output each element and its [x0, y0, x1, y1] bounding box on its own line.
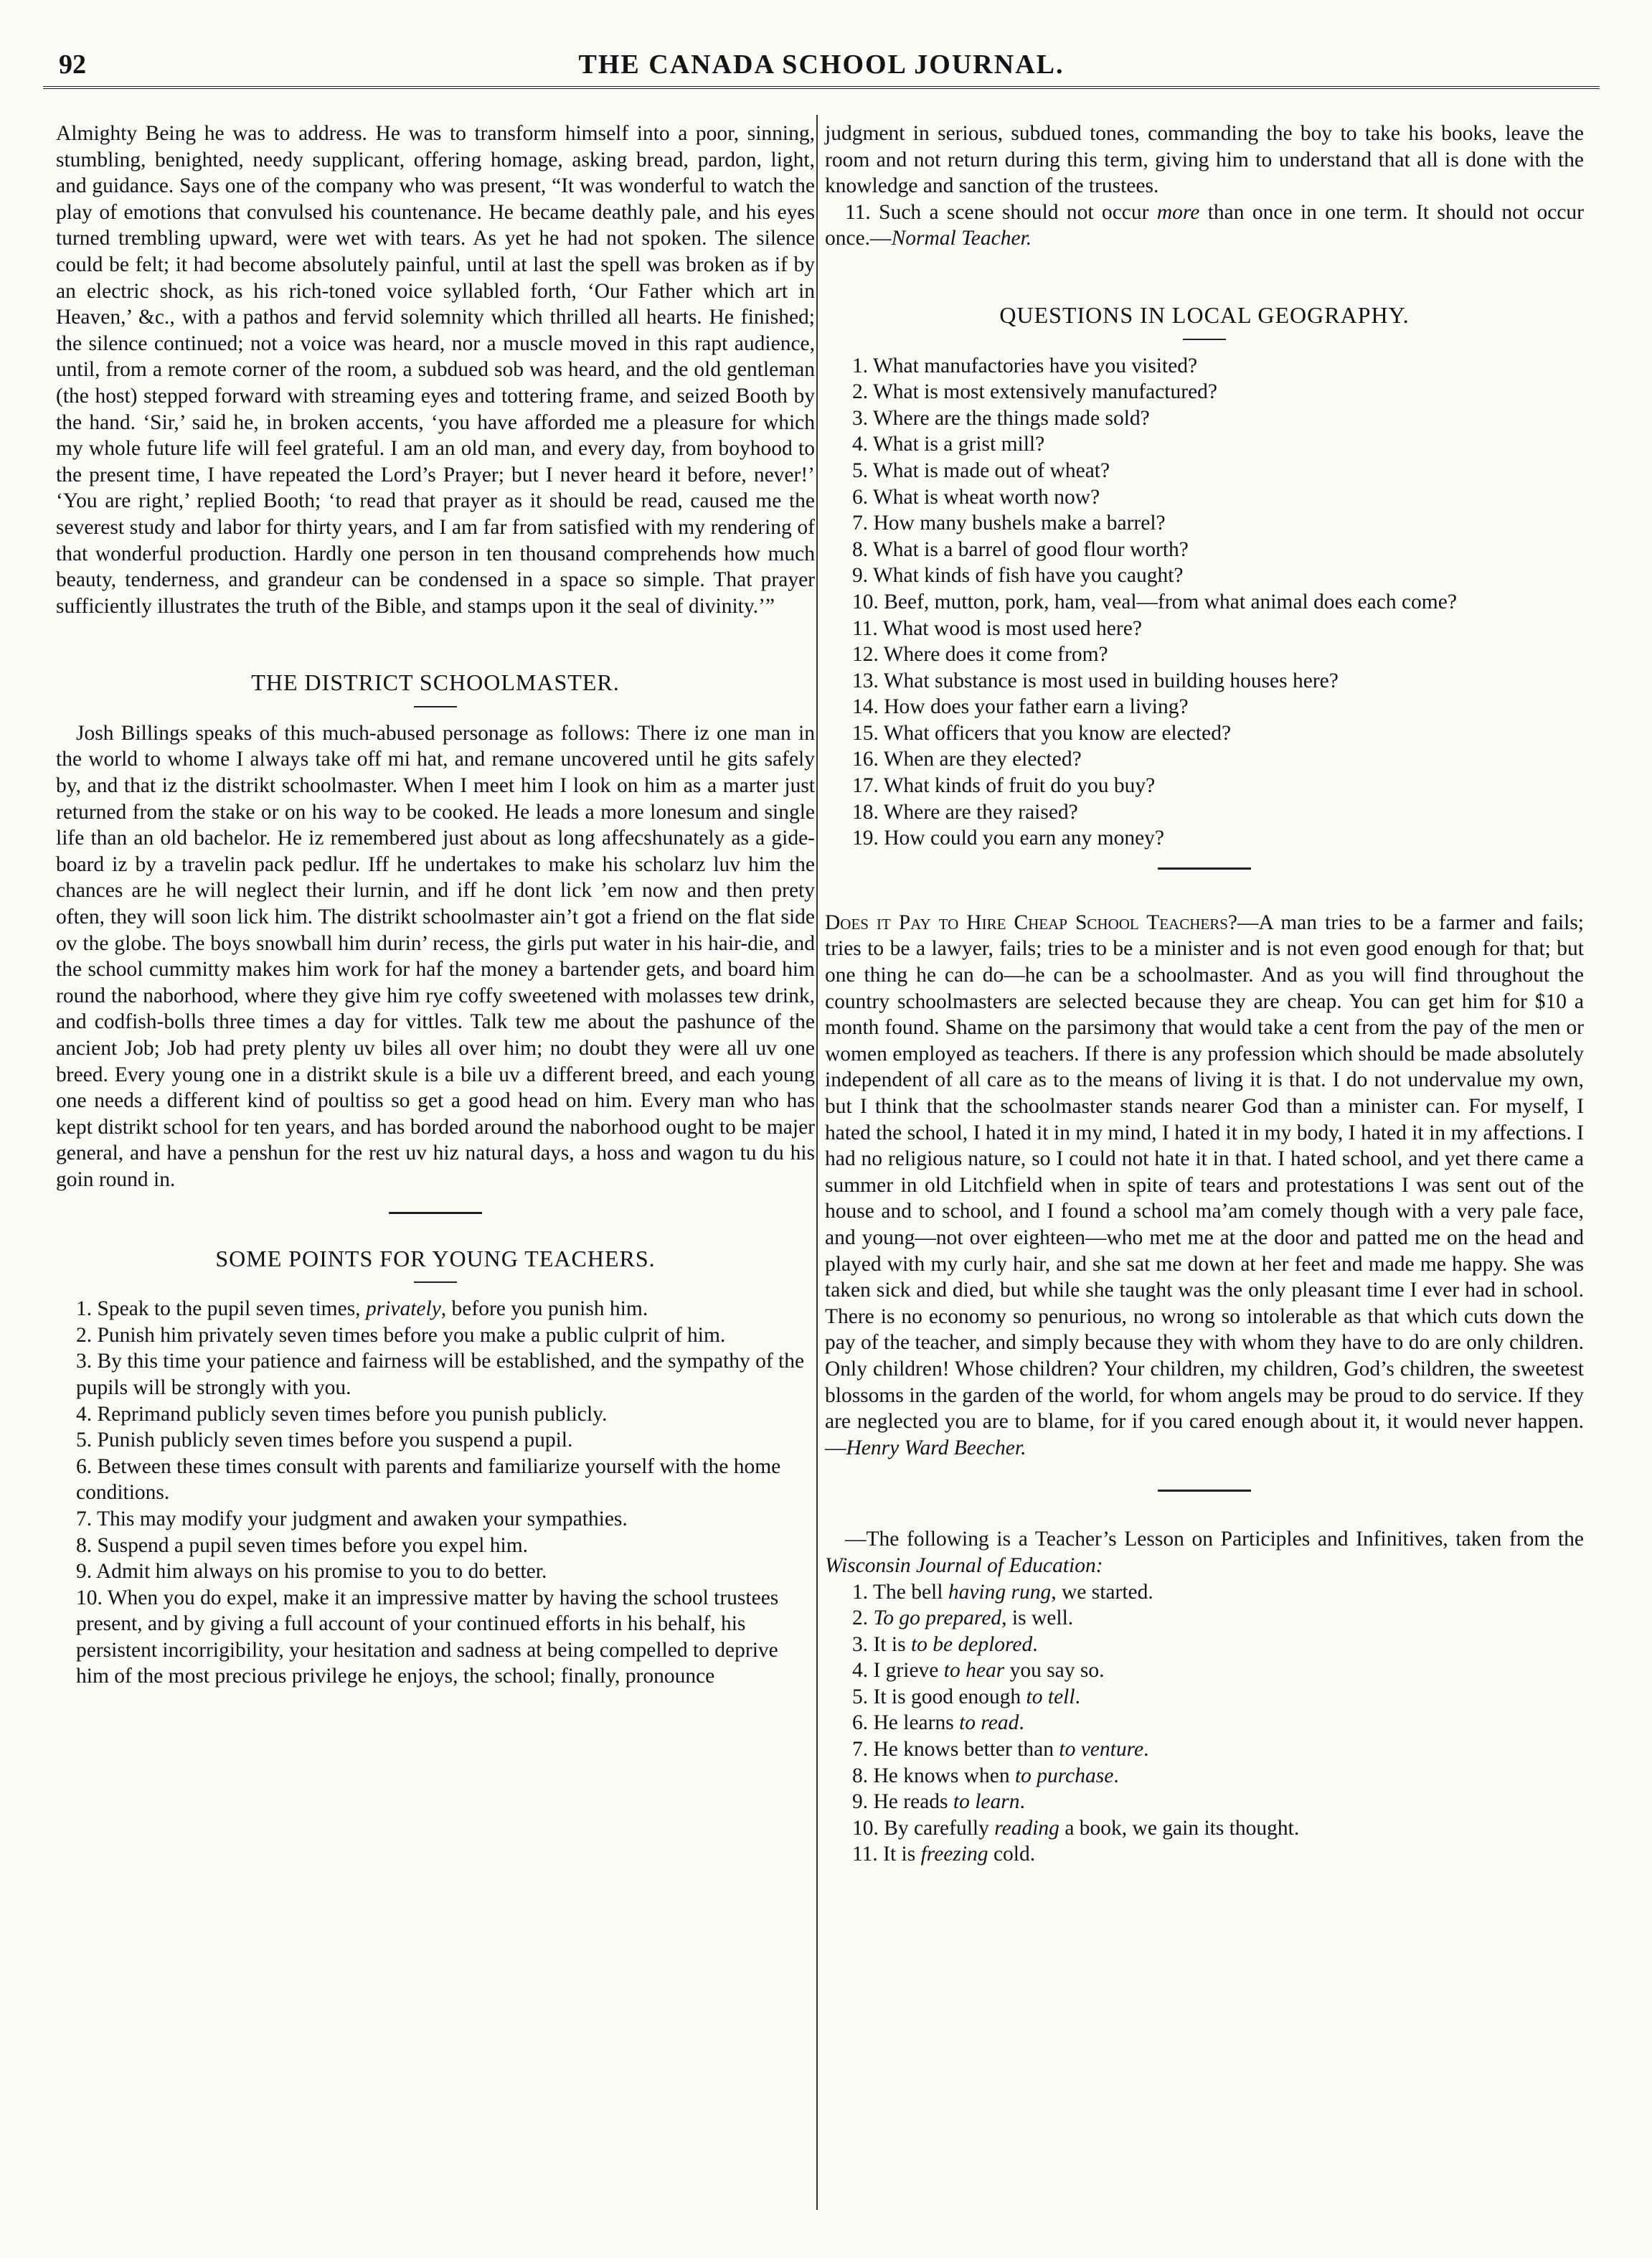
point-number: 2. — [76, 1323, 93, 1347]
geo-title: QUESTIONS IN LOCAL GEOGRAPHY. — [999, 301, 1410, 328]
geo-question-item — [825, 537, 1584, 563]
lesson-number: 10. — [852, 1816, 879, 1840]
title-rule — [1183, 339, 1226, 340]
point-number: 11. — [845, 200, 871, 224]
point-text: Such a scene should not occur — [879, 200, 1157, 224]
lesson-item — [825, 1763, 1584, 1789]
left-column — [56, 121, 815, 1690]
point-text: Punish publicly seven times before you suspend a pupil. — [97, 1429, 573, 1452]
lesson-text: He reads — [873, 1790, 953, 1814]
geo-question-number: 13. — [852, 669, 879, 692]
lesson-text: you say so. — [1004, 1659, 1105, 1683]
geo-question-number: 17. — [852, 774, 879, 798]
point-text: Between these times consult with parents and familiarize yourself with the home conditions. — [76, 1454, 781, 1505]
geo-question-item — [825, 825, 1584, 852]
right-column — [825, 121, 1584, 1868]
lesson-text: It is good enough — [873, 1685, 1026, 1708]
cheap-teachers-paragraph — [825, 910, 1584, 1461]
column-divider — [816, 115, 818, 2210]
lesson-emphasis: to read — [959, 1711, 1019, 1735]
lesson-text: . — [1113, 1764, 1119, 1787]
point-item — [56, 1506, 815, 1533]
geo-question-item — [825, 746, 1584, 773]
points-list — [56, 1296, 815, 1690]
lesson-text: He learns — [873, 1711, 960, 1735]
geo-question-item — [825, 799, 1584, 826]
lesson-text: By carefully — [884, 1816, 995, 1840]
lesson-number: 11. — [852, 1843, 878, 1866]
geo-question-number: 11. — [852, 616, 878, 640]
geo-question-number: 4. — [852, 433, 869, 456]
geo-question-number: 12. — [852, 643, 879, 667]
lesson-number: 8. — [852, 1764, 869, 1787]
geo-question-item — [825, 484, 1584, 511]
geo-question-item — [825, 405, 1584, 432]
lesson-emphasis: to be deplored — [910, 1632, 1033, 1656]
geo-question-item — [825, 694, 1584, 720]
point-number: 3. — [76, 1350, 93, 1373]
geo-question-text: When are they elected? — [883, 748, 1082, 771]
geo-question-number: 5. — [852, 458, 869, 482]
geo-question-number: 7. — [852, 512, 869, 535]
geo-question-item — [825, 510, 1584, 537]
point-text: This may modify your judgment and awaken your sympathies. — [96, 1507, 628, 1530]
geo-questions-list — [825, 353, 1584, 852]
point-text: By this time your patience and fairness will be established, and the sympathy of the pupils will be strongly with you. — [76, 1350, 805, 1399]
lesson-emphasis: reading — [994, 1816, 1059, 1840]
cheap-teachers-source: Henry Ward Beecher. — [846, 1436, 1026, 1459]
lesson-text: He knows better than — [873, 1738, 1059, 1761]
lesson-item — [825, 1632, 1584, 1658]
geo-question-text: What officers that you know are elected? — [883, 721, 1232, 745]
geo-question-text: How could you earn any money? — [884, 827, 1165, 850]
lesson-emphasis: to learn — [953, 1790, 1020, 1814]
point-item — [56, 1585, 815, 1690]
lesson-item — [825, 1657, 1584, 1684]
point-number: 1. — [76, 1297, 93, 1321]
point-item — [56, 1533, 815, 1559]
lesson-number: 2. — [852, 1607, 869, 1630]
lesson-text: I grieve — [873, 1659, 944, 1683]
lesson-intro-source: Wisconsin Journal of Education: — [825, 1553, 1103, 1577]
lesson-item — [825, 1579, 1584, 1606]
lesson-text: , is well. — [1001, 1607, 1074, 1630]
lesson-intro — [825, 1526, 1584, 1579]
lesson-text: . — [1019, 1711, 1024, 1735]
lesson-text: . — [1075, 1685, 1080, 1708]
point-text: Suspend a pupil seven times before you expel him. — [97, 1533, 529, 1557]
lesson-text: It is — [873, 1632, 911, 1656]
geo-question-text: Where does it come from? — [883, 643, 1108, 667]
point-number: 7. — [76, 1507, 93, 1530]
lesson-number: 6. — [852, 1711, 869, 1735]
point-text: When you do expel, make it an impressive matter by having the school trustees present, and by giving a full account of your continued efforts in his behalf, his persistent incorrigibility, your hesitation and sadness at being compelled to deprive him of the most precious privilege he enjoys, the school; finally, pronounce — [76, 1586, 779, 1688]
point-source: Normal Teacher. — [891, 227, 1032, 250]
lesson-number: 4. — [852, 1659, 869, 1683]
point-item — [56, 1296, 815, 1322]
geo-question-number: 10. — [852, 590, 879, 613]
geo-question-item — [825, 668, 1584, 695]
lesson-text: The bell — [872, 1580, 948, 1604]
lesson-emphasis: to hear — [943, 1659, 1005, 1683]
page-header — [43, 43, 1600, 89]
title-rule — [414, 706, 457, 707]
geo-question-text: What kinds of fruit do you buy? — [883, 774, 1156, 798]
point-item — [56, 1322, 815, 1349]
lesson-number: 1. — [852, 1580, 869, 1604]
geo-question-item — [825, 353, 1584, 380]
geo-question-number: 3. — [852, 406, 869, 430]
geo-question-text: What is most extensively manufactured? — [872, 380, 1218, 404]
point-item — [56, 1401, 815, 1428]
cheap-teachers-heading: Does it Pay to Hire Cheap School Teachers? — [825, 911, 1238, 934]
lesson-text: He knows when — [873, 1764, 1015, 1787]
geo-question-text: What wood is most used here? — [882, 616, 1142, 640]
geo-question-text: Where are the things made sold? — [872, 406, 1150, 430]
lesson-emphasis: to venture — [1059, 1738, 1144, 1761]
geo-question-text: Where are they raised? — [883, 800, 1078, 824]
geo-question-item — [825, 720, 1584, 747]
lesson-intro-text: —The following is a Teacher’s Lesson on Participles and Infinitives, taken from the — [845, 1528, 1584, 1551]
point-number: 10. — [76, 1586, 103, 1609]
lesson-text: It is — [883, 1843, 921, 1866]
geo-question-text: What manufactories have you visited? — [872, 354, 1198, 377]
point-text: Admit him always on his promise to you to do better. — [95, 1560, 547, 1584]
geo-question-number: 9. — [852, 564, 869, 588]
points-title: SOME POINTS FOR YOUNG TEACHERS. — [215, 1245, 656, 1271]
lesson-item — [825, 1736, 1584, 1763]
point-text: Reprimand publicly seven times before you punish publicly. — [97, 1402, 608, 1426]
points-continued: judgment in serious, subdued tones, commanding the boy to take his books, leave the room and not return during this term, giving him to understand that all is done with the knowledge and sanction of the trustees. — [825, 122, 1584, 198]
schoolmaster-text: Josh Billings speaks of this much-abused personage as follows: There iz one man in the world to whome I always take off mi hat, and remane uncovered until he gits safely by, and that iz the distrikt schoolmaster. When I meet him I look on him as a marter just returned from the stake or on his way to be cooked. He leads a more lonesum and single life than an old bachelor. He iz remembered just about as long affecshunately as a gide-board iz by a travelin pack pedlur. Iff he undertakes to make his scholarz luv him the chances are he will neglect their lurnin, and iff he dont lick ’em now and then prety often, they will soon lick him. The distrikt schoolmaster ain’t got a friend on the flat side ov the globe. The boys snowball him durin’ recess, the girls put water in his hair-die, and the school cummitty makes him work for haf the money a bartender gets, and board him round the naborhood, where they give him rye coffy sweetened with molasses tew drink, and codfish-bolls three times a day for vittles. Talk tew me about the pashunce of the ancient Job; Job had prety plenty uv biles all over him; no doubt they were all uv one breed. Every young one in a distrikt skule is a bile uv a different breed, and each young one needs a different kind of poultiss so get a good head on him. Every man who has kept distrikt school for ten years, and has borded around the naborhood ought to be majer general, and have a penshun for the rest uv hiz natural days, a hoss and wagon tu du his goin round in. — [56, 721, 815, 1191]
geo-question-item — [825, 379, 1584, 405]
point-emphasis: more — [1156, 200, 1200, 224]
lesson-text: , we started. — [1051, 1580, 1153, 1604]
point-number: 9. — [76, 1560, 93, 1584]
geo-question-item — [825, 773, 1584, 799]
lesson-item — [825, 1605, 1584, 1632]
lesson-item — [825, 1789, 1584, 1815]
lesson-list — [825, 1579, 1584, 1868]
point-text: Speak to the pupil seven times, — [97, 1297, 366, 1321]
geo-question-text: How many bushels make a barrel? — [873, 512, 1166, 535]
point-number: 6. — [76, 1454, 93, 1478]
geo-question-text: What substance is most used in building houses here? — [883, 669, 1339, 692]
point-number: 5. — [76, 1429, 93, 1452]
point-item — [56, 1348, 815, 1401]
point-number: 8. — [76, 1533, 93, 1557]
schoolmaster-title: THE DISTRICT SCHOOLMASTER. — [251, 669, 620, 696]
geo-question-text: Beef, mutton, pork, ham, veal—from what animal does each come? — [884, 590, 1457, 613]
prayer-paragraph: Almighty Being he was to address. He was to transform himself into a poor, sinning, stumbling, benighted, needy supplicant, offering homage, asking bread, pardon, light, and guidance. Says one of the company who was present, “It was wonderful to watch the play of emotions that convulsed his countenance. He became deathly pale, and his eyes turned trembling upward, were wet with tears. As yet he had not spoken. The silence could be felt; it had become absolutely painful, until at last the spell was broken as if by an electric shock, as his rich-toned voice syllabled forth, ‘Our Father which art in Heaven,’ &c., with a pathos and fervid solemnity which thrilled all hearts. He finished; the silence continued; not a voice was heard, nor a muscle moved in this rapt audience, until, from a remote corner of the room, a subdued sob was heard, and the old gentleman (the host) stepped forward with streaming eyes and tottering frame, and seized Booth by the hand. ‘Sir,’ said he, in broken accents, ‘you have afforded me a pleasure for which my whole future life will feel grateful. I am an old man, and every day, from boyhood to the present time, I have repeated the Lord’s Prayer; but I never heard it before, never!’ ‘You are right,’ replied Booth; ‘to read that prayer as it should be read, caused me the severest study and labor for thirty years, and I am far from satisfied with my rendering of that wonderful production. Hardly one person in ten thousand comprehends how much beauty, tenderness, and grandeur can be condensed in a space so simple. That prayer sufficiently illustrates the truth of the Bible, and stamps upon it the seal of divinity.’” — [56, 122, 815, 618]
geo-question-number: 15. — [852, 721, 879, 745]
point-emphasis: privately — [365, 1297, 441, 1321]
lesson-emphasis: having rung — [948, 1580, 1052, 1604]
point-item — [56, 1427, 815, 1454]
point-item — [56, 1454, 815, 1506]
cheap-teachers-text: —A man tries to be a farmer and fails; tries to be a lawyer, fails; tries to be a minister and is not even good enough for that; but one thing he can do—he can be a schoolmaster. And as you will find throughout the country schoolmasters are selected because they are cheap. You can get him for $10 a month found. Shame on the parsimony that would take a cent from the pay of the men or women employed as teachers. If there is any profession which should be made absolutely independent of all care as to the means of living it is that. I do not undervalue my own, but I think that the schoolmaster stands nearer God than a minister can. For myself, I hated the school, I hated it in my mind, I hated it in my body, I hated it in my affections. I had no religious nature, so I could not hate it in that. I hated school, and yet there came a summer in old Litchfield when in spite of tears and protestations I was sent out of the house and to school, and I found a school ma’am comely though with a very pale face, and young—not over eighteen—who met me at the door and patted me on the head and played with my curly hair, and she sat me down at her feet and made me happy. She was taken sick and died, but while she taught was the only pleasant time I ever had in school. There is no economy so penurious, no wrong so intolerable as that which cuts down the pay of the teacher, and simply because they with whom they have to do are only children. Only children! Whose children? Your children, my children, God’s children, the sweetest blossoms in the garden of the world, for whom angels may be proud to do service. If they are neglected you are to blame, for if you cared enough about it, it would never happen.— — [825, 911, 1584, 1459]
geo-question-item — [825, 458, 1584, 484]
geo-question-text: What is a grist mill? — [872, 433, 1045, 456]
point-item — [56, 1558, 815, 1585]
point-text: Punish him privately seven times before you make a public culprit of him. — [97, 1323, 726, 1347]
geo-question-text: What is made out of wheat? — [872, 458, 1110, 482]
lesson-emphasis: To go prepared — [873, 1607, 1002, 1630]
geo-question-text: What is wheat worth now? — [872, 485, 1100, 509]
point-text: than once in one term. It should not occur once.— — [825, 200, 1584, 250]
geo-question-text: How does your father earn a living? — [884, 695, 1189, 719]
geo-question-text: What is a barrel of good flour worth? — [872, 537, 1189, 561]
lesson-item — [825, 1684, 1584, 1711]
lesson-emphasis: to tell — [1026, 1685, 1075, 1708]
lesson-emphasis: freezing — [920, 1843, 988, 1866]
geo-question-item — [825, 563, 1584, 589]
geo-question-number: 1. — [852, 354, 869, 377]
lesson-text: . — [1143, 1738, 1149, 1761]
lesson-text: . — [1019, 1790, 1025, 1814]
title-rule — [414, 1281, 457, 1283]
point-number: 4. — [76, 1402, 93, 1426]
geo-question-item — [825, 616, 1584, 642]
page-number: 92 — [59, 50, 86, 80]
lesson-number: 7. — [852, 1738, 869, 1761]
lesson-item — [825, 1841, 1584, 1868]
geo-question-number: 18. — [852, 800, 879, 824]
lesson-number: 9. — [852, 1790, 869, 1814]
geo-question-number: 14. — [852, 695, 879, 719]
geo-question-number: 2. — [852, 380, 869, 404]
point-text: , before you punish him. — [440, 1297, 648, 1321]
geo-question-item — [825, 641, 1584, 668]
lesson-emphasis: to purchase — [1014, 1764, 1114, 1787]
lesson-number: 5. — [852, 1685, 869, 1708]
lesson-item — [825, 1710, 1584, 1736]
journal-title: THE CANADA SCHOOL JOURNAL. — [578, 50, 1065, 80]
geo-question-number: 16. — [852, 748, 879, 771]
geo-question-item — [825, 589, 1584, 616]
geo-question-number: 8. — [852, 537, 869, 561]
lesson-text: cold. — [988, 1843, 1036, 1866]
geo-question-number: 19. — [852, 827, 879, 850]
lesson-item — [825, 1815, 1584, 1842]
lesson-text: . — [1032, 1632, 1038, 1656]
lesson-text: a book, we gain its thought. — [1059, 1816, 1300, 1840]
geo-question-number: 6. — [852, 485, 869, 509]
lesson-number: 3. — [852, 1632, 869, 1656]
geo-question-item — [825, 431, 1584, 458]
geo-question-text: What kinds of fish have you caught? — [872, 564, 1184, 588]
point-11 — [825, 199, 1584, 252]
